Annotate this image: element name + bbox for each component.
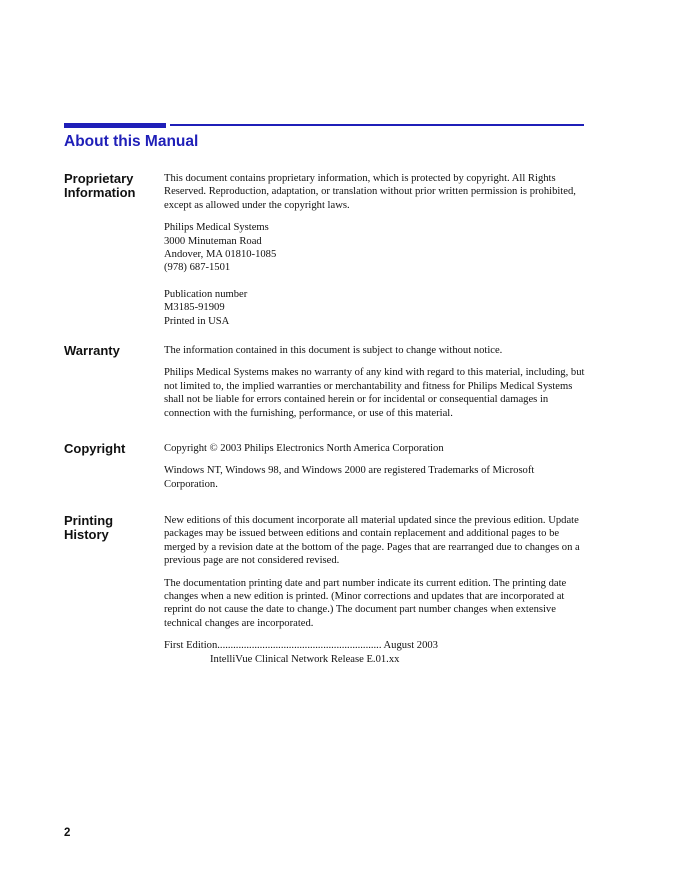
heading-line: History xyxy=(64,527,109,542)
title-rule-thin xyxy=(170,124,584,126)
paragraph: The documentation printing date and part number indicate its current edition. The printing date changes when a new edition is printed. (Minor corrections and updates that are incorporated at reprint do not cause the date to change.) The document part number changes when extensive technical changes are incorporated. xyxy=(164,577,567,629)
paragraph: The information contained in this document is subject to change without notice. xyxy=(164,345,503,356)
section-body xyxy=(164,172,588,328)
printed-in: Printed in USA xyxy=(164,315,230,327)
paragraph: New editions of this document incorporate all material updated since the previous edition. Update packages may be issued between editions and contain replacement and additional pages to be merged by a revision date at the bottom of the page. Pages that are rearranged due to changes on a previous page are not considered revised. xyxy=(164,515,580,567)
release-line: IntelliVue Clinical Network Release E.01.xx xyxy=(210,653,400,665)
title-rule-thick xyxy=(64,123,166,128)
heading-line: Proprietary xyxy=(64,171,134,186)
address-line: 3000 Minuteman Road xyxy=(164,235,262,247)
paragraph: This document contains proprietary information, which is protected by copyright. All Rights Reserved. Reproduction, adaptation, or translation without prior written permission is prohibited, except as allowed under the copyright laws. xyxy=(164,173,576,211)
section-body xyxy=(164,344,588,420)
paragraph: Copyright © 2003 Philips Electronics North America Corporation xyxy=(164,443,444,454)
section-heading: Copyright xyxy=(64,441,126,456)
section-body xyxy=(164,514,588,666)
address-line: Philips Medical Systems xyxy=(164,222,269,234)
edition-line: First Edition.............................................................. August 2003 xyxy=(164,640,438,652)
publication-label: Publication number xyxy=(164,288,248,300)
section-heading: Warranty xyxy=(64,343,120,358)
address-line: Andover, MA 01810-1085 xyxy=(164,249,277,261)
page-number: 2 xyxy=(64,827,71,839)
page-title: About this Manual xyxy=(64,133,199,150)
section-heading xyxy=(64,514,159,542)
publication-number: M3185-91909 xyxy=(164,302,225,314)
phone-number: (978) 687-1501 xyxy=(164,262,231,274)
heading-line: Printing xyxy=(64,513,114,528)
publication-block xyxy=(164,288,588,328)
address-block xyxy=(164,221,588,275)
section-heading xyxy=(64,172,159,200)
paragraph: Windows NT, Windows 98, and Windows 2000 are registered Trademarks of Microsoft Corporation. xyxy=(164,465,535,490)
paragraph: Philips Medical Systems makes no warranty of any kind with regard to this material, including, but not limited to, the implied warranties or merchantability and fitness for Philips Medical Systems shall not be liable for errors contained herein or for incidental or consequential damages in connection with the furnishing, performance, or use of this material. xyxy=(164,367,585,419)
heading-line: Information xyxy=(64,185,136,200)
section-body xyxy=(164,442,588,491)
